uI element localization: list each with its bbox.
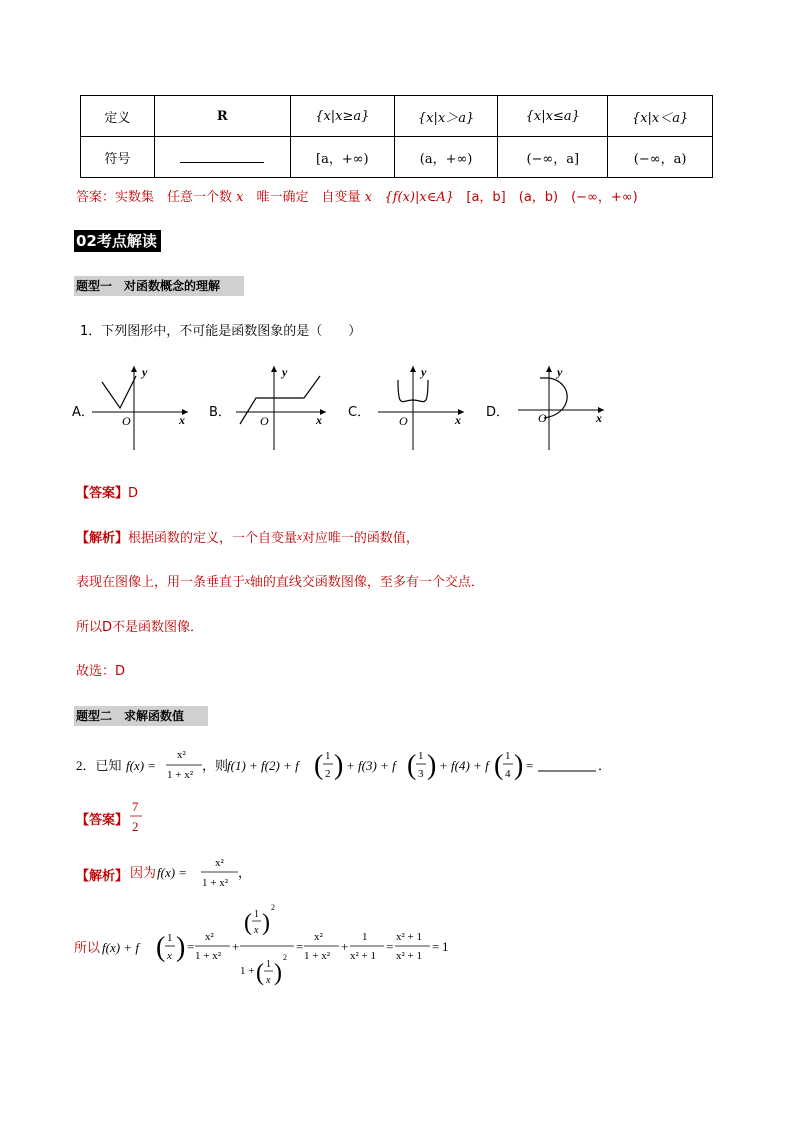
graph-b (234, 362, 334, 452)
answer-label: 答案： (76, 190, 116, 205)
paren: ( (256, 960, 264, 986)
q2-end: ． (598, 758, 612, 773)
answer-var: x (236, 190, 244, 205)
q1-analysis-line1 (76, 527, 419, 546)
analysis-text: 轴的直线交函数图像，至多有一个交点． (249, 575, 484, 590)
paren: ) (262, 910, 270, 936)
table-answer-line (76, 186, 638, 205)
q2-prefix: 2．已知 (76, 758, 122, 773)
inv-num: 1 (167, 932, 173, 944)
option-d-label: D． (486, 405, 510, 420)
analysis-text: 对应唯一的函数值， (301, 531, 419, 546)
step1-den: 1 + x² (195, 950, 222, 962)
graph-c (372, 362, 472, 452)
q2-because (128, 852, 268, 894)
origin-label: O (122, 414, 131, 428)
table-cell: {x|x≤a} (498, 96, 608, 137)
paren: ) (334, 750, 344, 781)
because-num: x² (215, 857, 224, 869)
answer-set: {f(x)|x∈A} (384, 190, 454, 205)
frac-num: 1 (505, 750, 511, 762)
table-cell: (a，+∞) (394, 137, 498, 178)
q2-sum-a: f(1) + f(2) + f (227, 758, 299, 773)
paren: ( (244, 910, 252, 936)
step4-den: x² + 1 (396, 950, 423, 962)
section-number: 02 (76, 232, 97, 250)
origin-label: O (260, 414, 269, 428)
paren: ( (314, 750, 324, 781)
because-text: 因为 (130, 865, 157, 880)
q2-so (72, 900, 472, 992)
x-label: x (316, 413, 322, 427)
q1-analysis-line2 (76, 571, 484, 590)
exponent: 2 (271, 903, 275, 912)
frac-num: 1 (418, 750, 424, 762)
analysis-text: 根据函数的定义，一个自变量 (128, 531, 298, 546)
type1-header (74, 275, 244, 294)
inner-den: x (266, 975, 271, 986)
table-row (81, 96, 713, 137)
table-cell: 符号 (81, 137, 155, 178)
q2-fx: f(x) = (126, 758, 157, 773)
plus-sign: + (232, 939, 240, 954)
q2-stem (74, 740, 714, 790)
step1-num: x² (314, 931, 323, 943)
q1-answer (76, 482, 138, 501)
frac-den: 2 (325, 768, 331, 780)
step4-num: x² + 1 (396, 931, 423, 943)
y-arrow (410, 366, 416, 372)
fill-blank (180, 148, 264, 163)
answer-var: x (364, 190, 373, 205)
answer-tag: 【答案】 (76, 486, 129, 501)
option-c-label: C． (348, 405, 371, 420)
eq-sign: = (296, 939, 304, 954)
section-title: 考点解读 (96, 232, 157, 250)
result: 1 (442, 939, 449, 954)
y-arrow (271, 366, 277, 372)
graph-d (512, 362, 612, 452)
eq-sign: = (187, 939, 195, 954)
table-cell: 定义 (81, 96, 155, 137)
frac-den: 4 (505, 768, 511, 780)
table-cell: [a，+∞) (290, 137, 394, 178)
interval-table (80, 95, 713, 178)
answer-intervals: [a，b] (a，b) (−∞，+∞) (466, 190, 638, 205)
origin-label: O (538, 411, 547, 425)
option-b-label: B． (209, 405, 231, 420)
q1-analysis-line3: 所以D不是函数图像． (76, 620, 204, 635)
because-comma: ， (238, 865, 252, 880)
q2-answer-value (127, 796, 147, 838)
q2-mid: ，则 (202, 758, 229, 773)
paren: ) (427, 750, 437, 781)
curve (102, 376, 136, 408)
type-label: 题型一 对函数概念的理解 (74, 276, 244, 296)
table-cell: (−∞，a] (498, 137, 608, 178)
paren: ( (407, 750, 417, 781)
paren: ( (494, 750, 504, 781)
y-label: y (421, 365, 427, 379)
x-label: x (596, 411, 602, 425)
table-cell: {x|x＜a} (608, 96, 713, 137)
table-row (81, 137, 713, 178)
answer-num: 7 (132, 799, 139, 814)
step1-num: x² (205, 931, 214, 943)
x-label: x (179, 413, 185, 427)
y-label: y (282, 365, 288, 379)
frac-den: 3 (418, 768, 424, 780)
curve (240, 376, 320, 424)
type-label: 题型二 求解函数值 (74, 706, 208, 726)
inner-num: 1 (266, 959, 271, 970)
analysis-var: x (245, 575, 250, 587)
step3-num: 1 (362, 931, 368, 943)
table-cell: {x|x＞a} (394, 96, 498, 137)
plus-sign: + (341, 939, 349, 954)
table-cell: (−∞，a) (608, 137, 713, 178)
answer-value: D (128, 486, 139, 501)
y-label: y (557, 365, 563, 379)
because-den: 1 + x² (202, 877, 229, 889)
y-label: y (142, 365, 148, 379)
inner-den: x (254, 925, 259, 936)
so-text: 所以 (74, 940, 101, 955)
type2-header (74, 705, 208, 724)
q2-sum-b: + f(3) + f (346, 758, 396, 773)
analysis-tag: 【解析】 (76, 531, 129, 546)
graph-a (90, 362, 190, 452)
eq-sign: = (386, 939, 394, 954)
q1-stem: 1．下列图形中，不可能是函数图象的是（ ） (80, 324, 362, 339)
frac-num: 1 (325, 750, 331, 762)
table-cell (154, 137, 290, 178)
y-arrow (131, 366, 137, 372)
step3-den: x² + 1 (350, 950, 377, 962)
paren: ) (514, 750, 524, 781)
q1-choose: 故选：D (76, 664, 126, 679)
y-arrow (546, 366, 552, 372)
q2-eq: = (526, 758, 534, 773)
paren: ) (274, 960, 282, 986)
table-cell: R (154, 96, 290, 137)
inv-den: x (167, 950, 172, 962)
answer-den: 2 (132, 819, 139, 834)
origin-label: O (399, 414, 408, 428)
step1-den: 1 + x² (304, 950, 331, 962)
paren: ) (176, 932, 186, 963)
so-lhs: f(x) + f (102, 940, 139, 955)
q2-num: x² (177, 749, 186, 761)
section-badge (74, 230, 161, 252)
exponent: 2 (283, 953, 287, 962)
eq-sign: = (432, 939, 440, 954)
answer-text: 实数集 任意一个数 (115, 190, 233, 205)
one-plus: 1 + (240, 965, 255, 977)
because-fx: f(x) = (157, 865, 188, 880)
inner-num: 1 (254, 909, 259, 920)
analysis-text: 表现在图像上，用一条垂直于 (76, 575, 246, 590)
q2-analysis-tag: 【解析】 (76, 869, 129, 884)
section-header (74, 230, 161, 251)
table-cell: {x|x≥a} (290, 96, 394, 137)
q2-sum-c: + f(4) + f (439, 758, 489, 773)
option-a-label: A． (72, 405, 94, 420)
answer-text: 唯一确定 自变量 (243, 190, 361, 205)
q2-answer-tag: 【答案】 (76, 813, 129, 828)
q2-den: 1 + x² (167, 769, 194, 781)
x-label: x (455, 413, 461, 427)
analysis-var: x (297, 531, 302, 543)
paren: ( (156, 932, 166, 963)
